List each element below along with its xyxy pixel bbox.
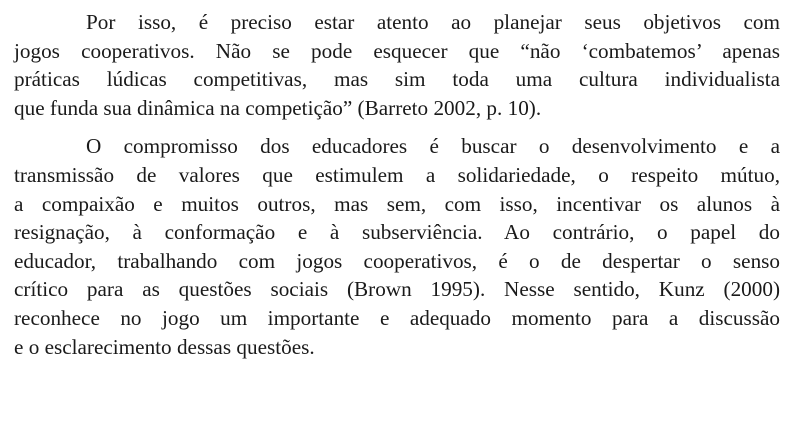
- document-body: [14, 8, 780, 361]
- paragraph-line: transmissão de valores que estimulem a solidariedade, o respeito mútuo,: [14, 162, 780, 187]
- paragraph-line: jogos cooperativos. Não se pode esquecer que “não ‘combatemos’ apenas: [14, 38, 780, 63]
- paragraph-line: a compaixão e muitos outros, mas sem, com isso, incentivar os alunos à: [14, 191, 780, 216]
- paragraph-line: crítico para as questões sociais (Brown 1995). Nesse sentido, Kunz (2000): [14, 277, 780, 302]
- paragraph-2: [14, 132, 780, 361]
- paragraph-line: O compromisso dos educadores é buscar o desenvolvimento e a: [86, 134, 780, 159]
- paragraph-line: Por isso, é preciso estar atento ao planejar seus objetivos com: [86, 10, 780, 34]
- paragraph-line: que funda sua dinâmica na competição” (Barreto 2002, p. 10).: [14, 95, 542, 120]
- paragraph-line: práticas lúdicas competitivas, mas sim toda uma cultura individualista: [14, 67, 780, 92]
- paragraph-line: reconhece no jogo um importante e adequado momento para a discussão: [14, 305, 780, 330]
- paragraph-line: resignação, à conformação e à subserviência. Ao contrário, o papel do: [14, 220, 780, 245]
- paragraph-1: [14, 8, 780, 122]
- paragraph-line: e o esclarecimento dessas questões.: [14, 334, 315, 359]
- paragraph-line: educador, trabalhando com jogos cooperativos, é o de despertar o senso: [14, 248, 780, 273]
